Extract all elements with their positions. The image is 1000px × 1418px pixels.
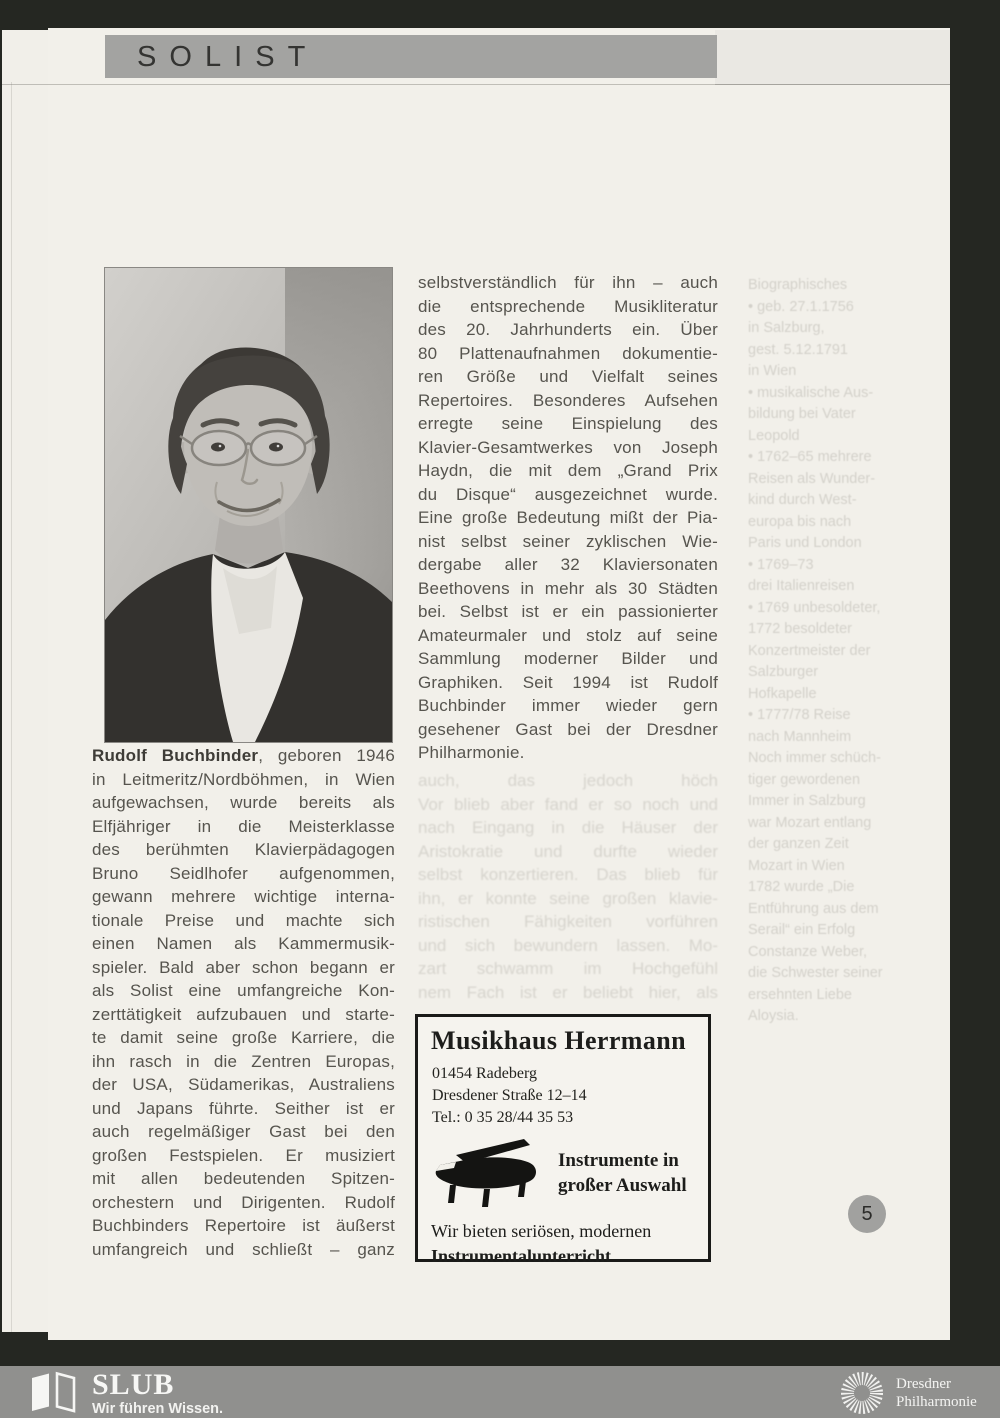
text-line: Constanze Weber, — [748, 943, 868, 960]
text-line: Reisen als Wunder- — [748, 470, 876, 487]
text-line: • 1777/78 Reise — [748, 707, 851, 723]
text-line: drei Italienreisen — [748, 578, 855, 594]
biography-column-left — [92, 744, 395, 1261]
text-line: • musikalische Aus- — [748, 384, 874, 401]
text-line: Haydn, die mit dem „Grand Prix — [418, 461, 718, 480]
text-line: gesehener Gast bei der Dresdner — [418, 719, 718, 739]
text-line: Paris und London — [748, 535, 862, 551]
text-line: erregte seine Einspielung des — [418, 414, 718, 433]
text-line: war Mozart entlang — [748, 814, 872, 831]
text-line: • 1769 unbesoldeter, — [748, 599, 881, 616]
text-line: Leopold — [748, 427, 800, 444]
text-line: nist selbst seiner zyklischen Wie- — [418, 531, 718, 551]
philharmonie-wordmark — [896, 1375, 977, 1411]
text-line: Graphiken. Seit 1994 ist Rudolf — [418, 672, 718, 692]
soloist-photo — [105, 268, 392, 742]
text-line: Vor blieb aber fand er so noch und — [418, 794, 718, 814]
text-line: Buchbinder immer wieder gern — [418, 696, 718, 715]
text-line: in Salzburg, — [748, 320, 825, 336]
text-line: Buchbinders Repertoire ist äußerst — [92, 1216, 395, 1235]
text-line: Bruno Seidlhofer aufgenommen, — [92, 863, 395, 883]
text-line: nach Eingang in die Häuser der — [418, 818, 718, 837]
text-line: in Leitmeritz/Nordböhmen, in Wien — [92, 769, 395, 789]
open-book-icon — [28, 1370, 78, 1414]
text-line: gewann mehrere wichtige interna- — [92, 887, 395, 906]
text-line: Klavier-Gesamtwerkes von Joseph — [418, 437, 718, 457]
text-line: gest. 5.12.1791 — [748, 341, 848, 358]
text-line: Philharmonie. — [418, 743, 525, 762]
page-number: 5 — [861, 1202, 873, 1225]
text-line: Elfjähriger in die Meisterklasse — [92, 816, 395, 836]
bleedthrough-margin-notes — [748, 275, 953, 1028]
text-line: Repertoires. Besonderes Aufsehen — [418, 390, 718, 410]
advert-offer-line1: Wir bieten seriösen, modernen — [431, 1221, 652, 1241]
text-line: zerttätigkeit aufzubauen und starte- — [92, 1004, 395, 1024]
text-line: ristischen Fähigkeiten vorführen — [418, 912, 718, 931]
biography-lead-line — [92, 744, 395, 768]
text-line: ersehnten Liebe — [748, 986, 852, 1003]
text-line: bildung bei Vater — [748, 406, 856, 422]
advert-highlight-line1: Instrumente in — [558, 1150, 679, 1171]
text-line: des berühmten Klavierpädagogen — [92, 840, 395, 859]
portrait-illustration — [105, 268, 392, 742]
text-line: mit allen bedeutenden Spitzen- — [92, 1169, 395, 1188]
text-line: Amateurmaler und stolz auf seine — [418, 625, 718, 645]
page-behind-edge — [715, 30, 950, 85]
text-line: Salzburger — [748, 664, 819, 680]
text-line: der USA, Südamerikas, Australiens — [92, 1075, 395, 1094]
text-line: Immer in Salzburg — [748, 793, 866, 809]
text-line: kind durch West- — [748, 492, 857, 508]
slub-tagline: Wir führen Wissen. — [92, 1401, 224, 1417]
advert-piano-row — [426, 1137, 702, 1209]
philharmonie-line2: Philharmonie — [896, 1394, 977, 1410]
text-line: tiger gewordenen — [748, 771, 861, 788]
soloist-name: Rudolf Buchbinder — [92, 746, 259, 765]
biography-right-lines — [418, 271, 718, 765]
advertisement-box — [415, 1014, 711, 1266]
text-line: orchestern und Dirigenten. Rudolf — [92, 1192, 395, 1212]
text-line: umfangreich und schließt – ganz — [92, 1239, 395, 1259]
text-line: und Japans führte. Seither ist er — [92, 1098, 395, 1118]
lead-rest: , geboren 1946 — [258, 746, 395, 765]
philharmonie-branding[interactable] — [838, 1369, 977, 1417]
text-line: Mozart in Wien — [748, 857, 845, 874]
philharmonie-starburst-icon — [838, 1369, 886, 1417]
page-stack-edge — [2, 30, 49, 1332]
advert-highlight-line2: großer Auswahl — [558, 1175, 687, 1196]
text-line: großen Festspielen. Er musiziert — [92, 1145, 395, 1165]
advert-address — [418, 1063, 708, 1129]
section-header-bar — [105, 35, 717, 78]
text-line: als Solist eine umfangreiche Kon- — [92, 981, 395, 1000]
text-line: Hofkapelle — [748, 685, 817, 702]
text-line: 80 Plattenaufnahmen dokumentie- — [418, 343, 718, 363]
text-line: der ganzen Zeit — [748, 836, 849, 852]
text-line: europa bis nach — [748, 513, 852, 530]
text-line: Aloysia. — [748, 1008, 799, 1024]
text-line: Sammlung moderner Bilder und — [418, 649, 718, 668]
text-line: des 20. Jahrhunderts ein. Über — [418, 320, 718, 339]
advert-offer — [431, 1219, 708, 1269]
text-line: te damit seine große Karriere, die — [92, 1028, 395, 1047]
text-line: selbstverständlich für ihn – auch — [418, 273, 718, 292]
slub-branding[interactable] — [28, 1370, 223, 1417]
slub-wordmark-block — [92, 1370, 223, 1417]
slub-wordmark: SLUB — [92, 1368, 175, 1401]
text-line: ren Größe und Vielfalt seines — [418, 367, 718, 386]
text-line: aufgewachsen, wurde bereits als — [92, 793, 395, 812]
text-line: spieler. Bald aber schon begann er — [92, 957, 395, 977]
text-line: und sich bewundern lassen. Mo- — [418, 935, 718, 955]
text-line: die Schwester seiner — [748, 965, 883, 981]
text-line: 1772 besoldeter — [748, 621, 852, 637]
text-line: tionale Preise und machte sich — [92, 910, 395, 930]
text-line: nach Mannheim — [748, 728, 852, 745]
text-line: die entsprechende Musikliteratur — [418, 296, 718, 316]
text-line: einen Namen als Kammermusik- — [92, 934, 395, 953]
section-title: SOLIST — [137, 41, 319, 73]
library-footer-bar — [0, 1366, 1000, 1418]
text-line: dergabe aller 32 Klaviersonaten — [418, 555, 718, 574]
bleedthrough-paragraph — [418, 769, 718, 1004]
text-line: 01454 Radeberg — [432, 1065, 538, 1082]
text-line: Beethovens in mehr als 30 Städten — [418, 578, 718, 598]
text-line: • geb. 27.1.1756 — [748, 298, 854, 315]
text-line: Noch immer schüch- — [748, 750, 881, 766]
biography-left-lines — [92, 768, 395, 1262]
text-line: zart schwamm im Hochgefühl — [418, 959, 718, 978]
text-line: ihn rasch in die Zentren Europas, — [92, 1051, 395, 1071]
text-line: in Wien — [748, 363, 797, 379]
text-line: Aristokratie und durfte wieder — [418, 841, 718, 861]
text-line: ihn, er konnte seine großen klavie- — [418, 888, 718, 908]
page-behind-line — [2, 84, 950, 85]
text-line: Konzertmeister der — [748, 642, 871, 659]
text-line: 1782 wurde „Die — [748, 879, 855, 895]
page-crease — [11, 82, 12, 1332]
text-line: auch regelmäßiger Gast bei den — [92, 1122, 395, 1141]
text-line: selbst konzertieren. Das blieb für — [418, 865, 718, 884]
text-line: Serail“ ein Erfolg — [748, 922, 856, 938]
text-line: bei. Selbst ist er ein passionierter — [418, 602, 718, 621]
text-line: nem Fach ist er beliebt hier, als — [418, 982, 718, 1002]
text-line: • 1769–73 — [748, 556, 814, 573]
advert-highlight — [558, 1148, 687, 1198]
grand-piano-icon — [426, 1137, 546, 1209]
text-line: Tel.: 0 35 28/44 35 53 — [432, 1109, 574, 1126]
advert-offer-line2: Instrumentalunterricht — [431, 1246, 611, 1266]
advert-title: Musikhaus Herrmann — [431, 1026, 686, 1055]
biography-column-right — [418, 271, 718, 765]
page-number-badge — [848, 1195, 886, 1233]
text-line: Eine große Bedeutung mißt der Pia- — [418, 508, 718, 527]
text-line: du Disque“ ausgezeichnet wurde. — [418, 484, 718, 504]
text-line: • 1762–65 mehrere — [748, 449, 872, 465]
program-page — [48, 28, 950, 1340]
text-line: Dresdener Straße 12–14 — [432, 1087, 587, 1104]
text-line: Entführung aus dem — [748, 900, 879, 917]
text-line: auch, das jedoch höch — [418, 771, 718, 790]
philharmonie-line1: Dresdner — [896, 1376, 951, 1392]
text-line: Biographisches — [748, 277, 848, 293]
